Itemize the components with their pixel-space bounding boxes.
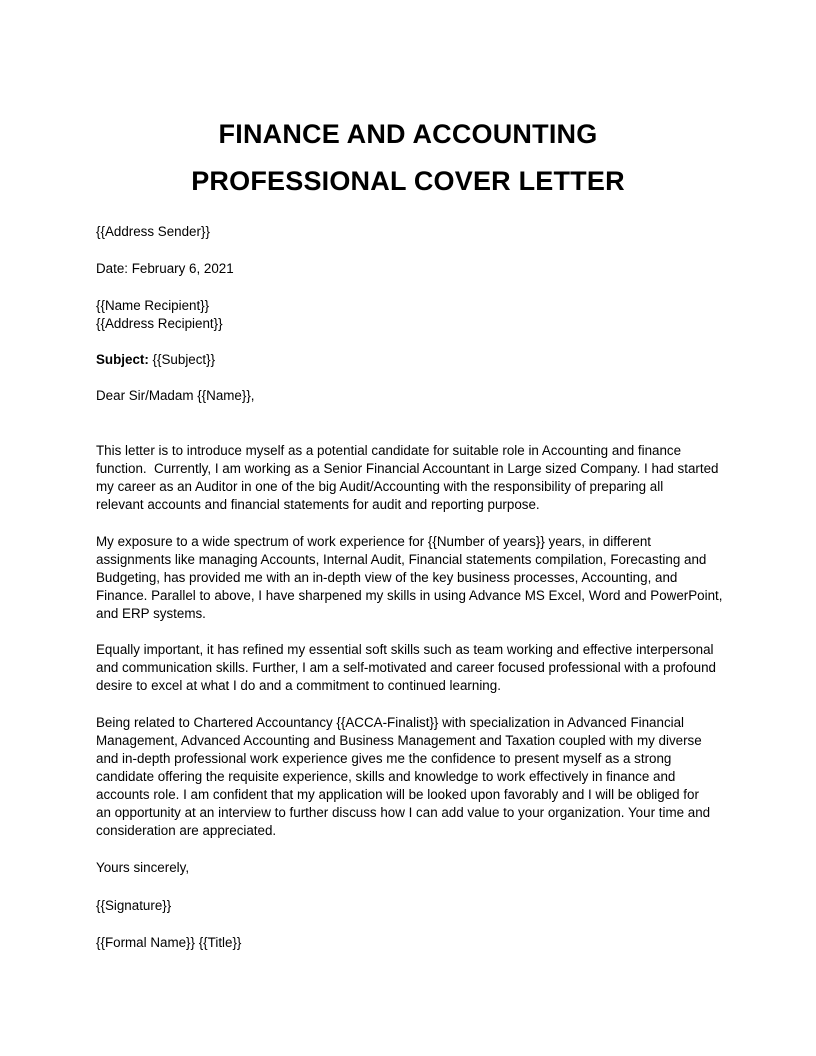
sender-address: {{Address Sender}}: [96, 224, 210, 239]
paragraph-line: candidate offering the requisite experience, skills and knowledge to work effectively in finance and: [96, 769, 676, 784]
formal-name-title: {{Formal Name}} {{Title}}: [96, 935, 242, 950]
paragraph-line: and communication skills. Further, I am a self-motivated and career focused professional with a profound: [96, 660, 716, 675]
paragraph-line: my career as an Auditor in one of the big Audit/Accounting with the responsibility of preparing all: [96, 479, 664, 494]
paragraph-line: Budgeting, has provided me with an in-depth view of the key business processes, Accounting, and: [96, 570, 678, 585]
paragraph-line: Management, Advanced Accounting and Business Management and Taxation coupled with my diverse: [96, 733, 702, 748]
paragraph-line: Finance. Parallel to above, I have sharpened my skills in using Advance MS Excel, Word and PowerPoint,: [96, 588, 723, 603]
paragraph-experience: [96, 533, 728, 623]
paragraph-line: assignments like managing Accounts, Internal Audit, Financial statements compilation, Forecasting and: [96, 552, 707, 567]
paragraph-qualifications: [96, 714, 728, 840]
signature-placeholder: {{Signature}}: [96, 898, 172, 913]
paragraph-line: This letter is to introduce myself as a potential candidate for suitable role in Accounting and finance: [96, 443, 682, 458]
paragraph-introduction: [96, 442, 728, 514]
paragraph-line: Equally important, it has refined my essential soft skills such as team working and effective interpersonal: [96, 642, 714, 657]
document-title-line-2: PROFESSIONAL COVER LETTER: [191, 166, 625, 196]
subject-value: {{Subject}}: [148, 352, 216, 367]
paragraph-soft-skills: [96, 641, 728, 695]
paragraph-line: relevant accounts and financial statements for audit and reporting purpose.: [96, 497, 540, 512]
subject-line: [96, 351, 728, 369]
recipient-name: {{Name Recipient}}: [96, 298, 210, 313]
paragraph-line: and in-depth professional work experience gives me the confidence to present myself as a strong: [96, 751, 672, 766]
salutation: Dear Sir/Madam {{Name}},: [96, 388, 255, 403]
paragraph-line: and ERP systems.: [96, 606, 206, 621]
document-title-line-1: FINANCE AND ACCOUNTING: [218, 119, 598, 149]
letter-date: Date: February 6, 2021: [96, 261, 234, 276]
paragraph-line: desire to excel at what I do and a commitment to continued learning.: [96, 678, 501, 693]
paragraph-line: My exposure to a wide spectrum of work experience for {{Number of years}} years, in different: [96, 534, 651, 549]
paragraph-line: an opportunity at an interview to further discuss how I can add value to your organization. Your time and: [96, 805, 711, 820]
recipient-address: {{Address Recipient}}: [96, 316, 223, 331]
paragraph-line: accounts role. I am confident that my application will be looked upon favorably and I will be obliged for: [96, 787, 699, 802]
paragraph-line: Being related to Chartered Accountancy {{ACCA-Finalist}} with specialization in Advanced Financial: [96, 715, 685, 730]
paragraph-line: function. Currently, I am working as a Senior Financial Accountant in Large sized Company. I had started: [96, 461, 719, 476]
subject-label: Subject:: [96, 352, 149, 367]
paragraph-line: consideration are appreciated.: [96, 823, 277, 838]
valediction: Yours sincerely,: [96, 860, 190, 875]
